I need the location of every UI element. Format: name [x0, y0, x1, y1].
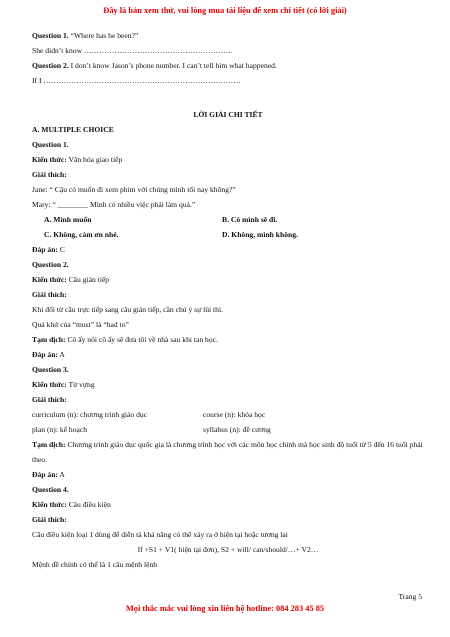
- explanation-label: Giải thích:: [32, 290, 67, 299]
- answer-value: C: [57, 245, 65, 254]
- dialogue-mary: Mary: “ ________ Mình có nhiều việc phải làm quá.”: [32, 200, 196, 209]
- option-c: C. Không, cảm ơn nhé.: [44, 230, 119, 239]
- translation-label: Tạm dịch:: [32, 440, 66, 449]
- answer-value: A: [57, 350, 65, 359]
- vocab-item: plan (n): kế hoạch: [32, 425, 88, 434]
- translation-label: Tạm dịch:: [32, 335, 66, 344]
- hotline-banner: Mọi thắc mắc vui lòng xin liên hệ hotline: 084 283 45 85: [125, 604, 325, 613]
- translation-line: [32, 437, 424, 467]
- dialogue-jane: Jane: “ Cậu có muốn đi xem phim với chúng mình tối nay không?”: [32, 185, 236, 194]
- options-row: [32, 227, 424, 242]
- option-b: B. Có mình sẽ đi.: [222, 215, 278, 224]
- question-label: Question 2.: [32, 61, 69, 70]
- knowledge-line: [32, 497, 424, 512]
- mc-question-2-heading: Question 2.: [32, 260, 69, 269]
- document-body: [32, 28, 424, 572]
- knowledge-label: Kiến thức:: [32, 155, 67, 164]
- translation-line: [32, 332, 424, 347]
- explanation-text: Quá khứ của “must” là “had to”: [32, 320, 129, 329]
- question-text: I don’t know Jason’s phone number. I can’t tell him what happened.: [68, 61, 277, 70]
- knowledge-line: [32, 272, 424, 287]
- translation-text: Chương trình giáo dục quốc gia là chương trình học với các môn học chính mà học sinh độ tuổi từ 5 đến 16 tuổi phải theo.: [32, 440, 423, 464]
- question-1-prompt: [32, 28, 424, 43]
- knowledge-text: Câu gián tiếp: [66, 275, 110, 284]
- question-2-prompt: [32, 58, 424, 73]
- question-2-answer-line: If I ……………………………………………………………………: [32, 76, 241, 85]
- knowledge-text: Câu điều kiện: [66, 500, 111, 509]
- option-d: D. Không, mình không.: [222, 230, 298, 239]
- part-a-heading: A. MULTIPLE CHOICE: [32, 125, 114, 134]
- vocab-row: [32, 422, 424, 437]
- answer-label: Đáp án:: [32, 470, 58, 479]
- knowledge-text: Văn hóa giao tiếp: [66, 155, 123, 164]
- mc-question-3-heading: Question 3.: [32, 365, 69, 374]
- section-title: LỜI GIẢI CHI TIẾT: [193, 110, 263, 119]
- question-1-answer-line: She didn’t know …………………………………………………..: [32, 46, 233, 55]
- knowledge-line: [32, 152, 424, 167]
- explanation-label: Giải thích:: [32, 515, 67, 524]
- explanation-text: Mệnh đề chính có thể là 1 câu mệnh lệnh: [32, 560, 158, 569]
- vocab-item: syllabus (n): đề cương: [203, 425, 271, 434]
- explanation-text: Khi đổi từ câu trực tiếp sang câu gián tiếp, cần chú ý sự lùi thì.: [32, 305, 223, 314]
- options-row: [32, 212, 424, 227]
- question-label: Question 1.: [32, 31, 69, 40]
- knowledge-label: Kiến thức:: [32, 380, 67, 389]
- grammar-formula: If +S1 + V1( hiện tại đơn), S2 + will/ can/should/…+ V2…: [137, 545, 319, 554]
- page-number: Trang 5: [398, 592, 422, 601]
- answer-label: Đáp án:: [32, 350, 58, 359]
- answer-label: Đáp án:: [32, 245, 58, 254]
- answer-line: [32, 242, 424, 257]
- knowledge-text: Từ vựng: [66, 380, 95, 389]
- mc-question-1-heading: Question 1.: [32, 140, 69, 149]
- translation-text: Cô ấy nói cô ấy sẽ đưa tôi về nhà sau khi tan học.: [65, 335, 218, 344]
- preview-banner: Đây là bản xem thử, vui lòng mua tài liệu để xem chi tiết (có lời giải): [103, 6, 347, 15]
- answer-line: [32, 467, 424, 482]
- knowledge-label: Kiến thức:: [32, 275, 67, 284]
- mc-question-4-heading: Question 4.: [32, 485, 69, 494]
- option-a: A. Mình muốn: [44, 215, 92, 224]
- answer-value: A: [57, 470, 65, 479]
- vocab-row: [32, 407, 424, 422]
- explanation-label: Giải thích:: [32, 170, 67, 179]
- vocab-item: curriculum (n): chương trình giáo dục: [32, 410, 148, 419]
- explanation-label: Giải thích:: [32, 395, 67, 404]
- knowledge-label: Kiến thức:: [32, 500, 67, 509]
- question-text: “Where has he been?”: [68, 31, 139, 40]
- vocab-item: course (n): khóa học: [203, 410, 266, 419]
- explanation-text: Câu điều kiện loại 1 dùng để diễn tả khả năng có thể xảy ra ở hiện tại hoặc tương lai: [32, 530, 288, 539]
- knowledge-line: [32, 377, 424, 392]
- answer-line: [32, 347, 424, 362]
